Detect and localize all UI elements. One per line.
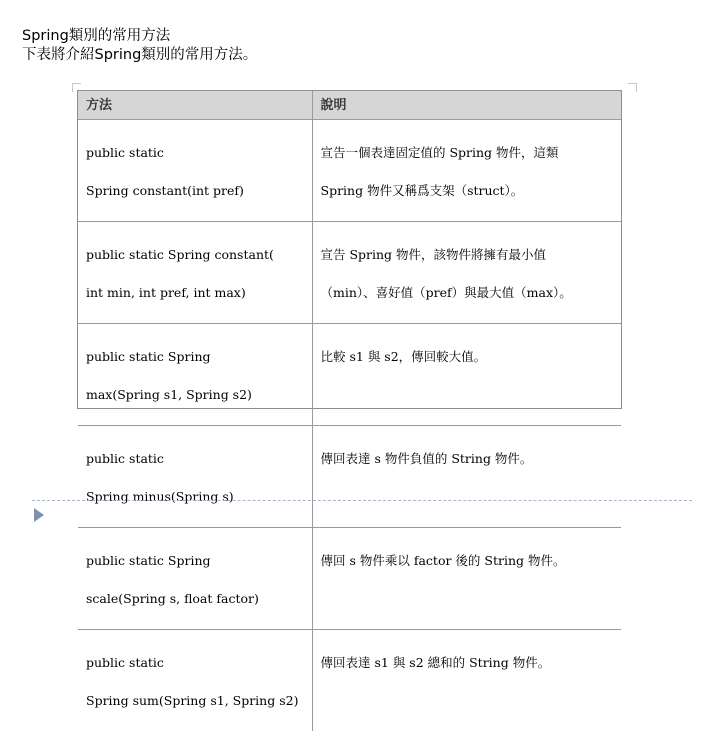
method-line: public static (86, 449, 304, 468)
table-row (78, 426, 621, 528)
table-row (78, 324, 621, 426)
description-line: 傳回 s 物件乘以 factor 後的 String 物件。 (321, 551, 614, 570)
footer-divider (32, 500, 692, 501)
frame-corner-mark (628, 83, 637, 92)
method-line: public static Spring (86, 347, 304, 366)
description-cell (312, 630, 621, 731)
methods-table (77, 90, 622, 409)
method-cell (78, 528, 312, 630)
description-line: 比較 s1 與 s2，傳回較大值。 (321, 347, 614, 366)
method-line: public static Spring constant( (86, 245, 304, 264)
method-line: public static (86, 143, 304, 162)
method-line: max(Spring s1, Spring s2) (86, 385, 304, 404)
description-cell (312, 528, 621, 630)
description-cell (312, 324, 621, 426)
method-line: Spring minus(Spring s) (86, 487, 304, 506)
method-line: scale(Spring s, float factor) (86, 589, 304, 608)
method-cell (78, 120, 312, 222)
description-line: 宣告 Spring 物件，該物件將擁有最小值 (321, 245, 614, 264)
method-line: int min, int pref, int max) (86, 283, 304, 302)
method-line: Spring constant(int pref) (86, 181, 304, 200)
triangle-bullet-icon (34, 508, 44, 522)
method-line: Spring sum(Spring s1, Spring s2) (86, 691, 304, 710)
method-cell (78, 222, 312, 324)
description-line: （min）、喜好值（pref）與最大值（max）。 (321, 283, 614, 302)
method-line: public static Spring (86, 551, 304, 570)
method-cell (78, 630, 312, 731)
description-line: 傳回表達 s 物件負值的 String 物件。 (321, 449, 614, 468)
description-cell (312, 426, 621, 528)
description-line: 傳回表達 s1 與 s2 總和的 String 物件。 (321, 653, 614, 672)
description-line: Spring 物件又稱爲支架（struct）。 (321, 181, 614, 200)
table-row (78, 630, 621, 731)
description-cell (312, 120, 621, 222)
table-row (78, 120, 621, 222)
method-cell (78, 426, 312, 528)
column-header-description: 說明 (312, 91, 621, 120)
slide-subtitle: 下表將介紹Spring類別的常用方法。 (22, 46, 257, 65)
slide-title: Spring類別的常用方法 (22, 27, 257, 46)
column-header-method: 方法 (78, 91, 312, 120)
method-cell (78, 324, 312, 426)
description-cell (312, 222, 621, 324)
slide-heading (22, 27, 257, 65)
table-row (78, 528, 621, 630)
table-header-row (78, 91, 621, 120)
table-row (78, 222, 621, 324)
method-line: public static (86, 653, 304, 672)
description-line: 宣告一個表達固定值的 Spring 物件，這類 (321, 143, 614, 162)
